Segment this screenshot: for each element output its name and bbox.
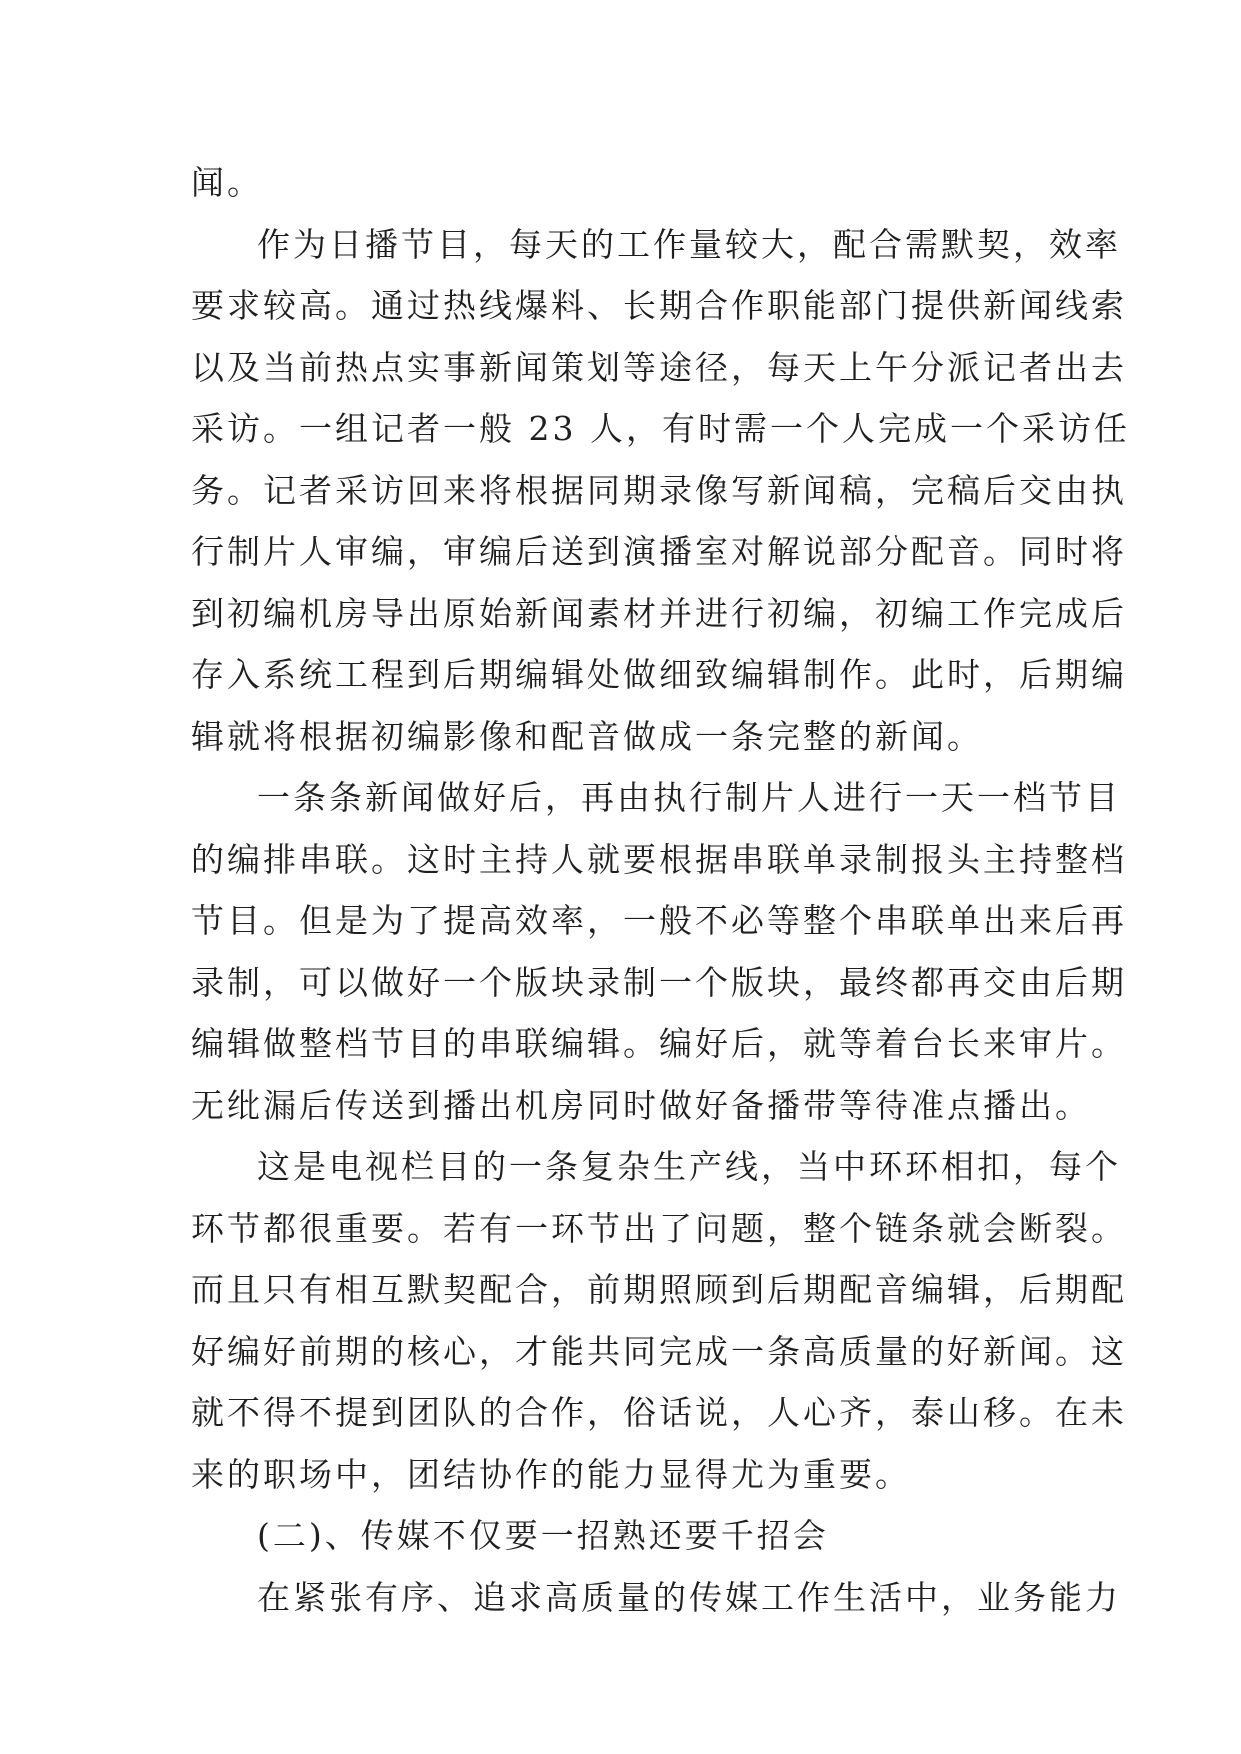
text-line: 采访。一组记者一般 23 人，有时需一个人完成一个采访任	[191, 409, 1130, 448]
text-line: 在紧张有序、追求高质量的传媒工作生活中，业务能力	[257, 1577, 1121, 1617]
text-line: 录制，可以做好一个版块录制一个版块，最终都再交由后期	[191, 962, 1127, 1002]
text-line: 环节都很重要。若有一环节出了问题，整个链条就会断裂。	[191, 1208, 1127, 1248]
text-line: 编辑做整档节目的串联编辑。编好后，就等着台长来审片。	[191, 1024, 1127, 1063]
section-heading: (二)、传媒不仅要一招熟还要千招会	[257, 1516, 829, 1555]
text-line: 而且只有相互默契配合，前期照顾到后期配音编辑，后期配	[191, 1270, 1127, 1309]
text-line: 作为日播节目，每天的工作量较大，配合需默契，效率	[257, 224, 1121, 264]
text-line: 这是电视栏目的一条复杂生产线，当中环环相扣，每个	[257, 1147, 1121, 1186]
text-line: 好编好前期的核心，才能共同完成一条高质量的好新闻。这	[191, 1331, 1127, 1371]
text-line: 存入系统工程到后期编辑处做细致编辑制作。此时，后期编	[191, 655, 1127, 694]
text-line: 到初编机房导出原始新闻素材并进行初编，初编工作完成后	[191, 593, 1127, 633]
text-line: 以及当前热点实事新闻策划等途径，每天上午分派记者出去	[191, 347, 1127, 387]
text-line: 行制片人审编，审编后送到演播室对解说部分配音。同时将	[191, 532, 1127, 571]
text-line: 辑就将根据初编影像和配音做成一条完整的新闻。	[191, 716, 983, 756]
text-line: 来的职场中，团结协作的能力显得尤为重要。	[191, 1454, 911, 1494]
text-line: 无纰漏后传送到播出机房同时做好备播带等待准点播出。	[191, 1085, 1091, 1125]
text-line: 一条条新闻做好后，再由执行制片人进行一天一档节目	[257, 778, 1121, 817]
text-line: 的编排串联。这时主持人就要根据串联单录制报头主持整档	[191, 839, 1127, 879]
text-line: 务。记者采访回来将根据同期录像写新闻稿，完稿后交由执	[191, 470, 1127, 510]
body-text	[191, 152, 1130, 1628]
text-line: 就不得不提到团队的合作，俗话说，人心齐，泰山移。在未	[191, 1393, 1127, 1432]
text-line: 要求较高。通过热线爆料、长期合作职能部门提供新闻线索	[191, 286, 1127, 325]
text-line: 节目。但是为了提高效率，一般不必等整个串联单出来后再	[191, 901, 1127, 940]
text-line: 闻。	[191, 163, 263, 202]
